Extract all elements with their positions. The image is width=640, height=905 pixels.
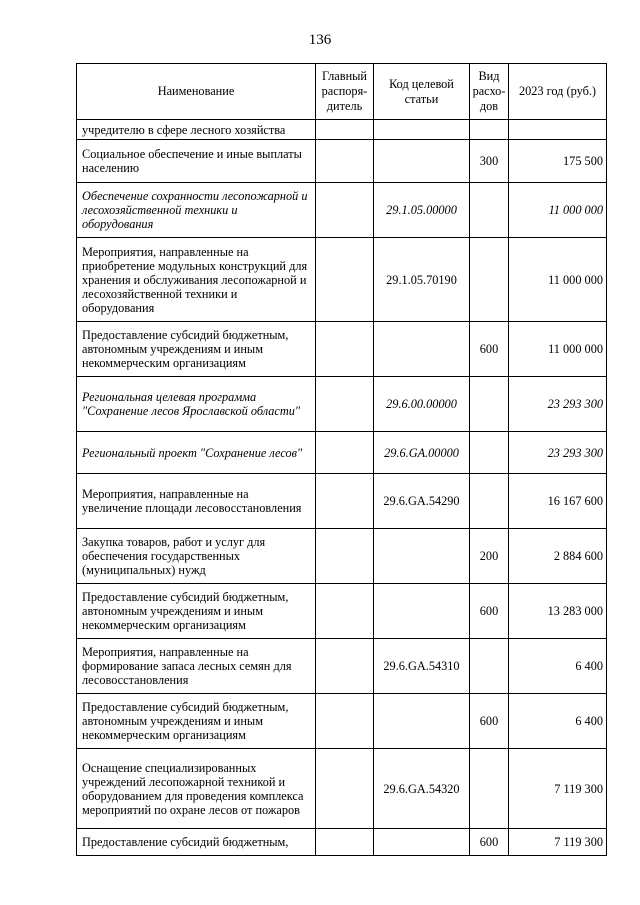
cell-code: 29.1.05.00000: [374, 183, 470, 238]
cell-name: Предоставление субсидий бюджетным,: [77, 829, 316, 856]
cell-admin: [316, 749, 374, 829]
cell-code: 29.6.00.00000: [374, 377, 470, 432]
table-row: [77, 140, 607, 183]
table-row: [77, 584, 607, 639]
header-admin: Главный распоря-дитель: [316, 64, 374, 120]
table-header-row: [77, 64, 607, 120]
cell-amount: 23 293 300: [509, 377, 607, 432]
cell-name: Закупка товаров, работ и услуг для обеспечения государственных (муниципальных) нужд: [77, 529, 316, 584]
cell-kind: 200: [470, 529, 509, 584]
cell-admin: [316, 377, 374, 432]
cell-kind: [470, 749, 509, 829]
cell-amount: 13 283 000: [509, 584, 607, 639]
cell-name: учредителю в сфере лесного хозяйства: [77, 120, 316, 140]
cell-kind: [470, 120, 509, 140]
cell-code: [374, 829, 470, 856]
cell-code: [374, 529, 470, 584]
cell-admin: [316, 432, 374, 474]
page-number: 136: [308, 32, 332, 48]
cell-admin: [316, 322, 374, 377]
cell-kind: 300: [470, 140, 509, 183]
cell-amount: 11 000 000: [509, 183, 607, 238]
cell-code: 29.6.GA.54290: [374, 474, 470, 529]
cell-name: Оснащение специализированных учреждений лесопожарной техникой и оборудованием для проведения комплекса мероприятий по охране лесов от пожаров: [77, 749, 316, 829]
cell-admin: [316, 694, 374, 749]
cell-code: [374, 694, 470, 749]
table-row: [77, 529, 607, 584]
cell-kind: 600: [470, 694, 509, 749]
cell-kind: [470, 183, 509, 238]
cell-kind: [470, 474, 509, 529]
cell-amount: 11 000 000: [509, 238, 607, 322]
cell-kind: [470, 432, 509, 474]
cell-kind: [470, 377, 509, 432]
cell-code: [374, 584, 470, 639]
cell-amount: 6 400: [509, 639, 607, 694]
table-row: [77, 694, 607, 749]
cell-amount: 7 119 300: [509, 829, 607, 856]
cell-admin: [316, 529, 374, 584]
cell-admin: [316, 829, 374, 856]
cell-admin: [316, 474, 374, 529]
cell-name: Предоставление субсидий бюджетным, автономным учреждениям и иным некоммерческим организациям: [77, 322, 316, 377]
table-row: [77, 183, 607, 238]
table-row: [77, 432, 607, 474]
table-row: [77, 829, 607, 856]
cell-code: 29.6.GA.00000: [374, 432, 470, 474]
budget-table: [76, 63, 607, 856]
header-name: Наименование: [77, 64, 316, 120]
cell-amount: 11 000 000: [509, 322, 607, 377]
table-row: [77, 322, 607, 377]
cell-kind: 600: [470, 322, 509, 377]
cell-admin: [316, 183, 374, 238]
cell-amount: 6 400: [509, 694, 607, 749]
cell-amount: 2 884 600: [509, 529, 607, 584]
cell-amount: [509, 120, 607, 140]
table-row: [77, 749, 607, 829]
cell-name: Социальное обеспечение и иные выплаты населению: [77, 140, 316, 183]
cell-admin: [316, 584, 374, 639]
cell-code: 29.6.GA.54310: [374, 639, 470, 694]
cell-kind: 600: [470, 584, 509, 639]
cell-code: 29.1.05.70190: [374, 238, 470, 322]
table-row: [77, 120, 607, 140]
cell-code: 29.6.GA.54320: [374, 749, 470, 829]
table-body: [77, 120, 607, 856]
cell-admin: [316, 120, 374, 140]
cell-name: Предоставление субсидий бюджетным, автономным учреждениям и иным некоммерческим организациям: [77, 584, 316, 639]
cell-amount: 175 500: [509, 140, 607, 183]
cell-kind: 600: [470, 829, 509, 856]
cell-admin: [316, 140, 374, 183]
table-row: [77, 474, 607, 529]
cell-code: [374, 322, 470, 377]
cell-code: [374, 140, 470, 183]
cell-amount: 7 119 300: [509, 749, 607, 829]
header-kind: Вид расхо-дов: [470, 64, 509, 120]
header-amount: 2023 год (руб.): [509, 64, 607, 120]
header-code: Код целевой статьи: [374, 64, 470, 120]
table-row: [77, 377, 607, 432]
cell-name: Региональный проект "Сохранение лесов": [77, 432, 316, 474]
cell-amount: 16 167 600: [509, 474, 607, 529]
cell-code: [374, 120, 470, 140]
cell-name: Мероприятия, направленные на увеличение площади лесовосстановления: [77, 474, 316, 529]
cell-admin: [316, 639, 374, 694]
cell-name: Мероприятия, направленные на приобретение модульных конструкций для хранения и обслуживания лесопожарной и лесохозяйственной техники и оборудования: [77, 238, 316, 322]
cell-admin: [316, 238, 374, 322]
table-row: [77, 639, 607, 694]
cell-name: Обеспечение сохранности лесопожарной и лесохозяйственной техники и оборудования: [77, 183, 316, 238]
cell-amount: 23 293 300: [509, 432, 607, 474]
table-row: [77, 238, 607, 322]
cell-kind: [470, 238, 509, 322]
cell-name: Региональная целевая программа "Сохранение лесов Ярославской области": [77, 377, 316, 432]
cell-name: Предоставление субсидий бюджетным, автономным учреждениям и иным некоммерческим организациям: [77, 694, 316, 749]
cell-kind: [470, 639, 509, 694]
cell-name: Мероприятия, направленные на формирование запаса лесных семян для лесовосстановления: [77, 639, 316, 694]
